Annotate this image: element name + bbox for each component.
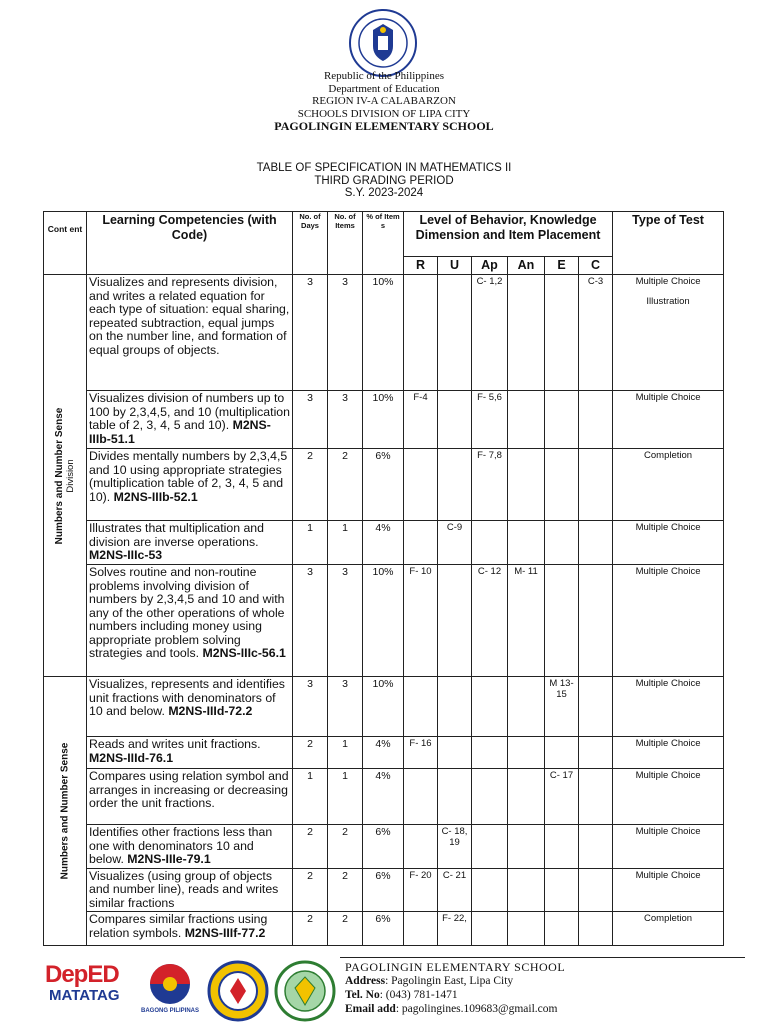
- level-e-cell: [545, 868, 579, 912]
- percent-cell: 10%: [363, 391, 404, 449]
- region-line: REGION IV-A CALABARZON: [312, 95, 456, 107]
- level-c-cell: [579, 677, 613, 737]
- test-type: Completion: [644, 913, 693, 924]
- competency-code: M2NS-IIIb-52.1: [113, 489, 198, 504]
- table-row: [44, 769, 724, 825]
- footer-tel: Tel. No: (043) 781-1471: [345, 989, 458, 1001]
- test-type-secondary: Illustration: [646, 296, 690, 307]
- competency-code: M2NS-IIIc-53: [89, 548, 163, 562]
- level-ap-cell: [472, 737, 508, 769]
- header-an: An: [508, 257, 545, 275]
- test-type: Completion: [644, 450, 693, 461]
- school-seal-icon: [272, 960, 338, 1027]
- footer-school-name: PAGOLINGIN ELEMENTARY SCHOOL: [345, 960, 566, 974]
- items-cell: 1: [328, 737, 363, 769]
- competency-code: M2NS-IIIc-56.1: [202, 646, 286, 660]
- table-row: [44, 677, 724, 737]
- percent-cell: 10%: [363, 565, 404, 677]
- table-row: [44, 912, 724, 946]
- header-r: R: [404, 257, 438, 275]
- level-an-cell: [508, 391, 545, 449]
- header-level: Level of Behavior, Knowledge Dimension and Item Placement: [404, 212, 613, 257]
- header-competencies: Learning Competencies (with Code): [87, 212, 293, 275]
- level-c-cell: [579, 912, 613, 946]
- table-row: [44, 737, 724, 769]
- competency-text: Visualizes and represents division, and writes a related equation for each type of situation: equal sharing, repeated subtraction, equal jumps on the number line, and formation of equal groups of objects.: [89, 275, 290, 357]
- level-e-cell: [545, 912, 579, 946]
- level-an-cell: [508, 737, 545, 769]
- level-e-cell: [545, 449, 579, 521]
- level-r-cell: [404, 825, 438, 869]
- header-ap: Ap: [472, 257, 508, 275]
- bagong-pilipinas-caption: BAGONG PILIPINAS: [140, 1008, 199, 1014]
- percent-cell: 10%: [363, 677, 404, 737]
- level-u-cell: [438, 677, 472, 737]
- level-u-cell: [438, 565, 472, 677]
- level-u-cell: [438, 737, 472, 769]
- competency-text: Divides mentally numbers by 2,3,4,5 and 10 using appropriate strategies (multiplication table of 2, 3, 4, 5 and 10).: [89, 449, 288, 504]
- competency-code: M2NS-IIId-76.1: [89, 750, 174, 765]
- level-c-cell: [579, 391, 613, 449]
- level-u-cell: C- 21: [438, 868, 472, 912]
- competency-cell: [87, 825, 293, 869]
- document-title: [0, 162, 768, 200]
- competency-cell: [87, 868, 293, 912]
- days-cell: 2: [293, 912, 328, 946]
- title-line-2: THIRD GRADING PERIOD: [314, 174, 454, 187]
- level-an-cell: [508, 825, 545, 869]
- level-ap-cell: [472, 769, 508, 825]
- competency-code: M2NS-IIIb-51.1: [89, 418, 271, 446]
- test-type: Multiple Choice: [635, 738, 701, 749]
- level-r-cell: [404, 912, 438, 946]
- items-cell: 3: [328, 565, 363, 677]
- test-type-cell: [613, 677, 724, 737]
- level-r-cell: F-4: [404, 391, 438, 449]
- level-c-cell: [579, 769, 613, 825]
- table-row: [44, 449, 724, 521]
- competency-code: M2NS-IIIf-77.2: [184, 925, 266, 940]
- competency-text: Visualizes (using group of objects and number line), reads and writes similar fractions: [89, 868, 279, 910]
- level-e-cell: [545, 391, 579, 449]
- level-c-cell: [579, 521, 613, 565]
- competency-code: M2NS-IIIe-79.1: [127, 852, 211, 866]
- competency-text: Visualizes division of numbers up to 100 by 2,3,4,5, and 10 (multiplication table of 2, 3, 4, 5 and 10).: [89, 391, 290, 432]
- percent-cell: 6%: [363, 912, 404, 946]
- level-ap-cell: F- 7,8: [472, 449, 508, 521]
- title-line-3: S.Y. 2023-2024: [344, 187, 424, 199]
- division-line: SCHOOLS DIVISION OF LIPA CITY: [297, 107, 471, 120]
- level-u-cell: [438, 391, 472, 449]
- test-type-cell: [613, 912, 724, 946]
- test-type-cell: [613, 769, 724, 825]
- days-cell: 2: [293, 868, 328, 912]
- content-group-sub: Division: [65, 458, 76, 493]
- matatag-wordmark: MATATAG: [49, 987, 120, 1004]
- level-c-cell: [579, 449, 613, 521]
- content-group-main: Numbers and Number Sense: [59, 742, 71, 880]
- days-cell: 2: [293, 737, 328, 769]
- competency-cell: [87, 391, 293, 449]
- level-r-cell: [404, 677, 438, 737]
- level-c-cell: [579, 737, 613, 769]
- competency-text: Compares using relation symbol and arranges in increasing or decreasing order the unit fractions.: [89, 769, 289, 810]
- division-seal-icon: [207, 960, 269, 1027]
- test-type: Multiple Choice: [635, 770, 701, 781]
- level-e-cell: [545, 521, 579, 565]
- percent-cell: 4%: [363, 521, 404, 565]
- items-cell: 2: [328, 868, 363, 912]
- footer-info: [345, 960, 565, 1016]
- level-r-cell: [404, 769, 438, 825]
- competency-cell: [87, 912, 293, 946]
- test-type: Multiple Choice: [635, 869, 701, 881]
- header-items: No. of Items: [328, 212, 363, 275]
- competency-cell: [87, 769, 293, 825]
- specification-table: [43, 211, 724, 946]
- level-r-cell: F- 20: [404, 868, 438, 912]
- items-cell: 2: [328, 825, 363, 869]
- days-cell: 3: [293, 565, 328, 677]
- title-line-1: TABLE OF SPECIFICATION IN MATHEMATICS II: [256, 162, 512, 174]
- competency-code: M2NS-IIId-72.2: [168, 704, 253, 718]
- test-type: Multiple Choice: [635, 522, 701, 533]
- level-c-cell: C-3: [579, 275, 613, 391]
- test-type: Multiple Choice: [635, 392, 701, 403]
- content-group-label: [54, 407, 76, 544]
- percent-cell: 6%: [363, 449, 404, 521]
- header-c: C: [579, 257, 613, 275]
- table-row: [44, 868, 724, 912]
- table-row: [44, 521, 724, 565]
- test-type-cell: [613, 868, 724, 912]
- level-u-cell: [438, 275, 472, 391]
- footer-divider: [340, 957, 745, 958]
- percent-cell: 4%: [363, 769, 404, 825]
- level-an-cell: [508, 449, 545, 521]
- deped-wordmark: DepED: [45, 961, 119, 988]
- test-type-cell: [613, 449, 724, 521]
- table-row: [44, 391, 724, 449]
- footer-address: Address: Pagolingin East, Lipa City: [345, 975, 514, 987]
- test-type-cell: [613, 565, 724, 677]
- level-u-cell: C-9: [438, 521, 472, 565]
- header-content: Cont ent: [44, 212, 87, 275]
- test-type: Multiple Choice: [635, 276, 701, 287]
- items-cell: 1: [328, 521, 363, 565]
- level-r-cell: F- 16: [404, 737, 438, 769]
- test-type-cell: [613, 521, 724, 565]
- level-u-cell: [438, 769, 472, 825]
- competency-text: Solves routine and non-routine problems involving division of numbers by 2,3,4,5 and 10 and with any of the other operations of whole numbers including money using appropriate problem solving strategies and tools.: [89, 565, 285, 660]
- level-r-cell: F- 10: [404, 565, 438, 677]
- percent-cell: 4%: [363, 737, 404, 769]
- footer-email: Email add: pagolingines.109683@gmail.com: [345, 1003, 558, 1015]
- level-u-cell: F- 22,: [438, 912, 472, 946]
- level-an-cell: [508, 677, 545, 737]
- competency-text: Visualizes, represents and identifies unit fractions with denominators of 10 and below.: [89, 677, 285, 718]
- days-cell: 2: [293, 825, 328, 869]
- level-e-cell: [545, 825, 579, 869]
- table-row: [44, 565, 724, 677]
- table-row: [44, 825, 724, 869]
- level-ap-cell: C- 1,2: [472, 275, 508, 391]
- test-type: Multiple Choice: [635, 826, 701, 837]
- competency-text: Identifies other fractions less than one with denominators 10 and below.: [89, 825, 273, 866]
- bagong-pilipinas-logo: [138, 960, 202, 1020]
- level-e-cell: [545, 565, 579, 677]
- level-ap-cell: C- 12: [472, 565, 508, 677]
- competency-cell: [87, 677, 293, 737]
- level-ap-cell: [472, 912, 508, 946]
- competency-text: Reads and writes unit fractions.: [89, 737, 261, 751]
- content-group-main: Numbers and Number Sense: [54, 407, 65, 544]
- items-cell: 1: [328, 769, 363, 825]
- level-an-cell: [508, 275, 545, 391]
- items-cell: 3: [328, 677, 363, 737]
- level-u-cell: C- 18, 19: [438, 825, 472, 869]
- header-u: U: [438, 257, 472, 275]
- level-an-cell: [508, 868, 545, 912]
- level-ap-cell: [472, 677, 508, 737]
- percent-cell: 6%: [363, 868, 404, 912]
- level-c-cell: [579, 565, 613, 677]
- level-c-cell: [579, 868, 613, 912]
- competency-text: Illustrates that multiplication and division are inverse operations.: [89, 521, 264, 549]
- test-type: Multiple Choice: [635, 566, 701, 577]
- header-percent: % of Item s: [363, 212, 404, 275]
- deped-seal-icon: [348, 8, 418, 78]
- level-c-cell: [579, 825, 613, 869]
- document-header: [0, 70, 768, 133]
- percent-cell: 10%: [363, 275, 404, 391]
- content-group-cell: [44, 275, 87, 677]
- level-ap-cell: [472, 868, 508, 912]
- level-u-cell: [438, 449, 472, 521]
- percent-cell: 6%: [363, 825, 404, 869]
- level-an-cell: [508, 769, 545, 825]
- republic-line: Republic of the Philippines: [323, 70, 445, 82]
- level-r-cell: [404, 275, 438, 391]
- competency-cell: [87, 275, 293, 391]
- content-group-label: [60, 743, 71, 880]
- deped-matatag-logo: [45, 962, 135, 1020]
- level-e-cell: [545, 737, 579, 769]
- school-name: PAGOLINGIN ELEMENTARY SCHOOL: [274, 119, 494, 133]
- days-cell: 1: [293, 521, 328, 565]
- level-r-cell: [404, 521, 438, 565]
- competency-cell: [87, 737, 293, 769]
- header-e: E: [545, 257, 579, 275]
- competency-cell: [87, 449, 293, 521]
- level-r-cell: [404, 449, 438, 521]
- header-type: Type of Test: [613, 212, 724, 275]
- days-cell: 3: [293, 275, 328, 391]
- level-ap-cell: F- 5,6: [472, 391, 508, 449]
- test-type-cell: [613, 275, 724, 391]
- level-an-cell: M- 11: [508, 565, 545, 677]
- level-an-cell: [508, 521, 545, 565]
- department-line: Department of Education: [328, 82, 440, 95]
- level-e-cell: [545, 275, 579, 391]
- header-days: No. of Days: [293, 212, 328, 275]
- test-type: Multiple Choice: [635, 678, 701, 689]
- items-cell: 2: [328, 912, 363, 946]
- items-cell: 3: [328, 391, 363, 449]
- table-row: [44, 275, 724, 391]
- competency-text: Compares similar fractions using relation symbols.: [89, 912, 268, 940]
- test-type-cell: [613, 825, 724, 869]
- days-cell: 3: [293, 391, 328, 449]
- test-type-cell: [613, 737, 724, 769]
- days-cell: 3: [293, 677, 328, 737]
- level-ap-cell: [472, 825, 508, 869]
- items-cell: 3: [328, 275, 363, 391]
- days-cell: 2: [293, 449, 328, 521]
- competency-cell: [87, 565, 293, 677]
- level-ap-cell: [472, 521, 508, 565]
- items-cell: 2: [328, 449, 363, 521]
- competency-cell: [87, 521, 293, 565]
- level-e-cell: M 13- 15: [545, 677, 579, 737]
- days-cell: 1: [293, 769, 328, 825]
- level-e-cell: C- 17: [545, 769, 579, 825]
- level-an-cell: [508, 912, 545, 946]
- test-type-cell: [613, 391, 724, 449]
- content-group-cell: [44, 677, 87, 946]
